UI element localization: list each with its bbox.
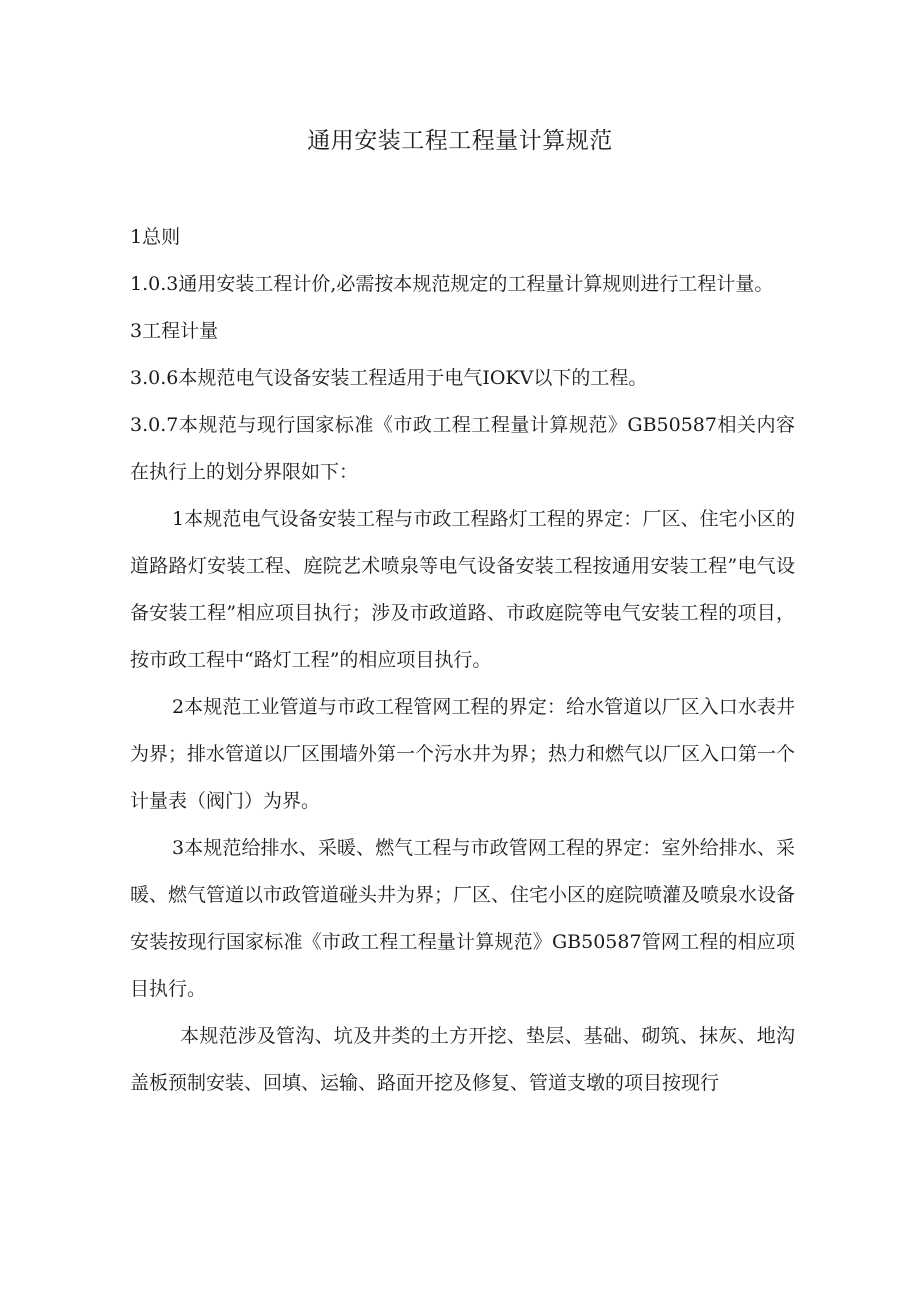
document-title: 通用安装工程工程量计算规范 [307,128,613,154]
section-heading-general: 1总则 [130,226,181,248]
sub-item-2: 2本规范工业管道与市政工程管网工程的界定：给水管道以厂区入口水表井为界；排水管道以厂区围墙外第一个污水井为界；热力和燃气以厂区入口第一个计量表（阀门）为界。 [130,696,796,812]
section-heading-measurement: 3工程计量 [130,320,219,342]
clause-1-0-3: 1.0.3通用安装工程计价,必需按本规范规定的工程量计算规则进行工程计量。 [130,273,774,295]
sub-item-1: 1本规范电气设备安装工程与市政工程路灯工程的界定：厂区、住宅小区的道路路灯安装工程、庭院艺术喷泉等电气设备安装工程按通用安装工程”电气设备安装工程”相应项目执行；涉及市政道路、市政庭院等电气安装工程的项目，按市政工程中“路灯工程”的相应项目执行。 [130,508,795,671]
clause-3-0-6: 3.0.6本规范电气设备安装工程适用于电气IOKV以下的工程。 [130,367,648,389]
sub-item-4: 本规范涉及管沟、坑及井类的土方开挖、垫层、基础、砌筑、抹灰、地沟盖板预制安装、回填、运输、路面开挖及修复、管道支墩的项目按现行 [130,1025,795,1094]
sub-item-3: 3本规范给排水、采暖、燃气工程与市政管网工程的界定：室外给排水、采暖、燃气管道以市政管道碰头井为界；厂区、住宅小区的庭院喷灌及喷泉水设备安装按现行国家标准《市政工程工程量计算规范》GB50587管网工程的相应项目执行。 [130,837,796,1000]
clause-3-0-7: 3.0.7本规范与现行国家标准《市政工程工程量计算规范》GB50587相关内容在执行上的划分界限如下： [130,414,795,483]
document-body [130,214,795,1107]
